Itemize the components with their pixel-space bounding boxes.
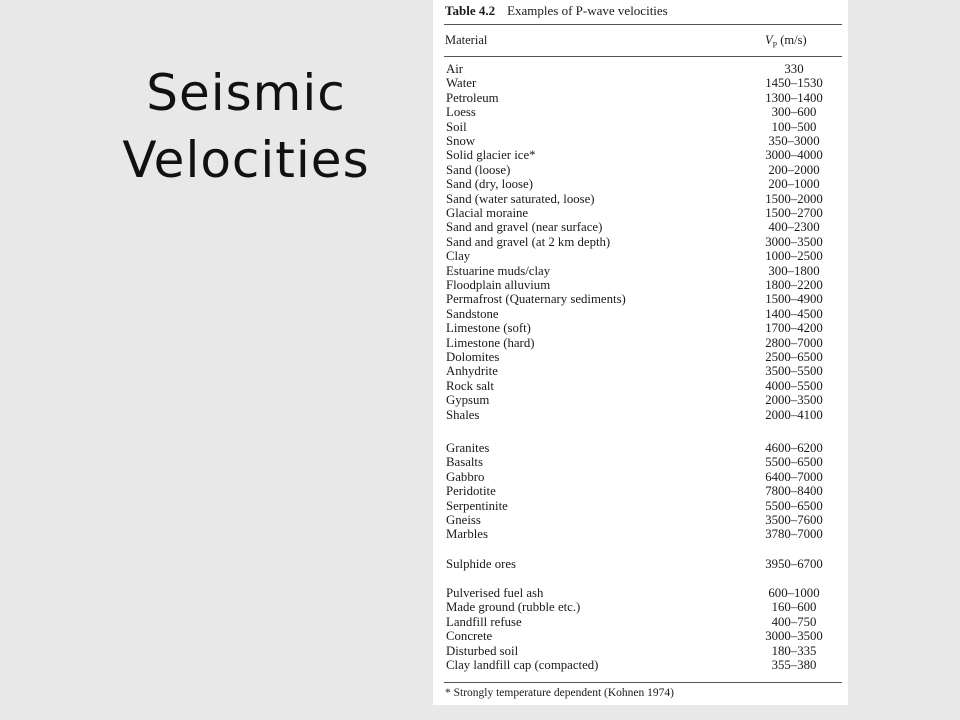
velocity-cell: 300–600 — [771, 105, 817, 120]
velocity-cell: 2000–4100 — [765, 407, 823, 422]
velocity-cell: 3000–3500 — [765, 629, 823, 644]
table-row — [433, 615, 848, 630]
table-header-rule — [444, 56, 842, 57]
material-cell: Serpentinite — [446, 498, 508, 513]
table-row — [433, 441, 848, 456]
slide-title-line-1: Seismic — [146, 64, 346, 122]
table-row — [433, 292, 848, 307]
velocity-cell: 330 — [784, 62, 804, 76]
material-cell: Air — [446, 62, 464, 76]
table-row — [433, 307, 848, 322]
material-cell: Clay — [446, 249, 471, 264]
material-cell: Gypsum — [446, 393, 490, 408]
slide-title-line-2: Velocities — [122, 131, 370, 189]
velocity-cell: 355–380 — [771, 658, 817, 672]
table-row — [433, 600, 848, 615]
material-cell: Sand (loose) — [446, 162, 511, 177]
velocity-cell: 3500–7600 — [765, 513, 823, 527]
table-caption: Examples of P-wave velocities — [507, 3, 668, 18]
material-cell: Sand and gravel (near surface) — [446, 220, 603, 235]
velocity-cell: 1800–2200 — [765, 278, 823, 292]
material-cell: Loess — [446, 105, 476, 120]
velocity-cell: 6400–7000 — [765, 469, 823, 484]
material-cell: Water — [446, 76, 477, 91]
table-row — [433, 148, 848, 163]
material-cell: Glacial moraine — [446, 206, 529, 220]
material-cell: Sand and gravel (at 2 km depth) — [446, 234, 611, 249]
table-row — [433, 470, 848, 485]
velocity-unit: (m/s) — [777, 33, 807, 47]
material-cell: Snow — [446, 134, 476, 148]
velocity-cell: 100–500 — [771, 119, 817, 134]
material-cell: Gabbro — [446, 469, 485, 484]
table-row — [433, 379, 848, 394]
table-row — [433, 206, 848, 221]
velocity-cell: 5500–6500 — [765, 455, 823, 470]
velocity-cell: 600–1000 — [768, 586, 820, 600]
material-cell: Sand (dry, loose) — [446, 177, 533, 192]
velocity-cell: 160–600 — [771, 600, 817, 615]
table-row — [433, 629, 848, 644]
velocity-cell: 1500–4900 — [765, 292, 823, 307]
material-cell: Marbles — [446, 527, 488, 542]
material-cell: Clay landfill cap (compacted) — [446, 658, 599, 672]
velocity-cell: 1700–4200 — [765, 321, 823, 336]
table-row — [433, 321, 848, 336]
table-row — [433, 484, 848, 499]
material-cell: Petroleum — [446, 90, 499, 105]
velocity-cell: 180–335 — [771, 643, 817, 658]
velocity-cell: 1300–1400 — [765, 90, 823, 105]
table-row — [433, 393, 848, 408]
table-row — [433, 264, 848, 279]
table-row — [433, 336, 848, 351]
velocity-cell: 1500–2000 — [765, 191, 823, 206]
table-row — [433, 134, 848, 149]
velocity-cell: 200–2000 — [768, 162, 820, 177]
velocity-cell: 3500–5500 — [765, 364, 823, 379]
velocity-cell: 4000–5500 — [765, 378, 823, 393]
velocity-cell: 3000–4000 — [765, 148, 823, 163]
table-row — [433, 586, 848, 601]
table-row — [433, 527, 848, 542]
material-cell: Dolomites — [446, 350, 500, 364]
velocity-cell: 3950–6700 — [765, 557, 823, 571]
table-row — [433, 364, 848, 379]
table-row — [433, 177, 848, 192]
material-cell: Made ground (rubble etc.) — [446, 600, 581, 615]
velocity-cell: 400–750 — [771, 614, 817, 629]
table-row — [433, 220, 848, 235]
table-row — [433, 408, 848, 423]
velocity-cell: 5500–6500 — [765, 498, 823, 513]
material-cell: Peridotite — [446, 484, 496, 499]
table-row — [433, 350, 848, 365]
material-cell: Estuarine muds/clay — [446, 263, 551, 278]
velocity-cell: 2000–3500 — [765, 393, 823, 408]
table-row — [433, 235, 848, 250]
velocity-symbol: V — [765, 33, 773, 47]
material-cell: Landfill refuse — [446, 614, 522, 629]
table-row — [433, 557, 848, 572]
material-cell: Anhydrite — [446, 364, 498, 379]
material-cell: Pulverised fuel ash — [446, 586, 544, 600]
table-heading — [445, 3, 668, 19]
table-row — [433, 120, 848, 135]
material-cell: Limestone (soft) — [446, 321, 531, 336]
table-row — [433, 278, 848, 293]
table-row — [433, 513, 848, 528]
velocity-cell: 3780–7000 — [765, 527, 823, 542]
table-row — [433, 91, 848, 106]
material-cell: Floodplain alluvium — [446, 278, 551, 292]
material-cell: Limestone (hard) — [446, 335, 535, 350]
material-cell: Sulphide ores — [446, 557, 517, 571]
velocity-cell: 1400–4500 — [765, 306, 823, 321]
material-cell: Permafrost (Quaternary sediments) — [446, 292, 626, 307]
material-cell: Sandstone — [446, 306, 499, 321]
table-bottom-rule — [444, 682, 842, 683]
table-row — [433, 658, 848, 673]
material-cell: Shales — [446, 407, 480, 422]
table-row — [433, 163, 848, 178]
velocity-cell: 300–1800 — [768, 263, 820, 278]
table-row — [433, 192, 848, 207]
material-cell: Rock salt — [446, 378, 494, 393]
velocity-cell: 7800–8400 — [765, 484, 823, 499]
table-top-rule — [444, 24, 842, 25]
table-row — [433, 644, 848, 659]
table-row — [433, 455, 848, 470]
velocity-cell: 1000–2500 — [765, 249, 823, 264]
velocity-subscript: P — [772, 40, 778, 50]
table-row — [433, 105, 848, 120]
table-row — [433, 62, 848, 77]
material-cell: Sand (water saturated, loose) — [446, 191, 595, 206]
velocity-cell: 1500–2700 — [765, 206, 823, 220]
velocity-cell: 2800–7000 — [765, 335, 823, 350]
material-cell: Basalts — [446, 455, 483, 470]
material-cell: Gneiss — [446, 513, 481, 527]
material-cell: Disturbed soil — [446, 643, 519, 658]
velocity-cell: 350–3000 — [768, 134, 820, 148]
table-footnote: * Strongly temperature dependent (Kohnen 1974) — [445, 687, 674, 699]
velocity-cell: 4600–6200 — [765, 441, 823, 455]
table-number: Table 4.2 — [445, 3, 496, 18]
velocity-cell: 200–1000 — [768, 177, 820, 192]
material-cell: Concrete — [446, 629, 493, 644]
velocity-cell: 2500–6500 — [765, 350, 823, 364]
velocity-table-panel — [433, 0, 848, 705]
velocity-cell: 3000–3500 — [765, 234, 823, 249]
material-cell: Soil — [446, 119, 467, 134]
velocity-cell: 1450–1530 — [765, 76, 823, 91]
material-cell: Granites — [446, 441, 490, 455]
column-header-velocity — [765, 33, 807, 50]
table-row — [433, 249, 848, 264]
table-row — [433, 76, 848, 91]
material-cell: Solid glacier ice* — [446, 148, 536, 163]
velocity-cell: 400–2300 — [768, 220, 820, 235]
column-header-material: Material — [445, 33, 488, 47]
slide-title — [84, 60, 408, 194]
table-row — [433, 499, 848, 514]
